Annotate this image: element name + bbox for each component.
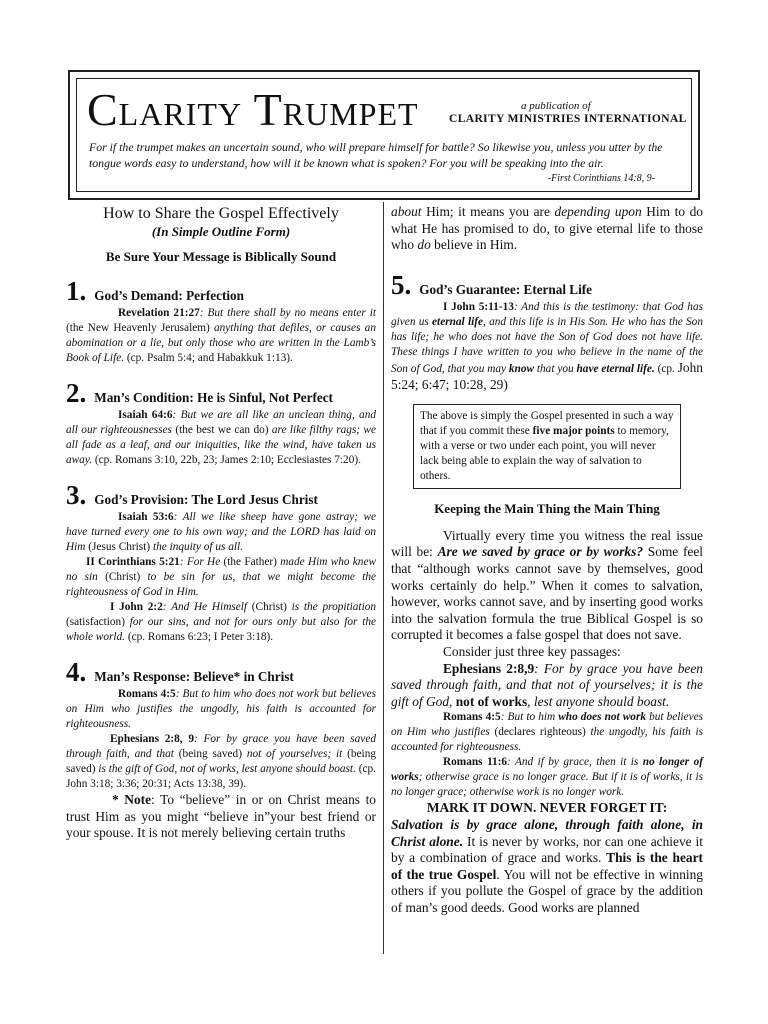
scripture-reference: Ephesians 2:8,9 [443, 660, 535, 676]
scripture-reference: Romans 4:5 [443, 711, 501, 724]
ephesians-passage [391, 661, 703, 711]
scripture-emphasis: know [508, 362, 535, 375]
note-continuation [391, 204, 703, 254]
scripture-reference: Revelation 21:27 [118, 307, 200, 319]
point-number: 3. [66, 480, 87, 510]
point-label: God’s Guarantee: Eternal Life [419, 281, 593, 297]
point-2-heading [66, 378, 376, 408]
body-text: Him to do what He has promised to do, to give eternal life to those who [391, 204, 704, 253]
publication-of-label: a publication of [521, 100, 591, 112]
point-number: 4. [66, 657, 87, 687]
body-text: It is never by works, nor can one achieve it by a combination of grace and works. [391, 833, 703, 866]
scripture-reference: I John 2:2 [110, 601, 163, 613]
scripture-emphasis: not of works [455, 693, 528, 709]
scripture-text: : For He [179, 556, 224, 568]
body-text: . You will not be effective in winning others if you pollute the Gospel of grace by the addition of man’s good deeds. Good works are planned [391, 866, 704, 915]
scripture-text: anything that defiles, or causes an abomination or a lie, but only those who are written in the Lamb’s Book of Life. [66, 322, 376, 364]
scripture-text: : And if by grace, then it is [507, 756, 643, 769]
scripture-gloss: (satisfaction) [66, 616, 130, 628]
scripture-reference: Isaiah 53:6 [118, 511, 174, 523]
right-column [391, 204, 703, 916]
point-3-text-a [66, 510, 376, 555]
mark-it-down-text: MARK IT DOWN. NEVER FORGET IT [426, 800, 663, 816]
scripture-text: , lest anyone should boast. [527, 693, 670, 709]
point-5-heading [391, 270, 703, 300]
scripture-reference: II Corinthians 5:21 [86, 556, 180, 568]
scripture-emphasis: have eternal life. [576, 362, 655, 375]
point-label: God’s Provision: The Lord Jesus Christ [94, 492, 318, 507]
scripture-text: : But to him who does not work but believes on Him who justifies the ungodly, his faith is accounted for righteousness. [66, 688, 376, 730]
scripture-emphasis: no longer of works [391, 756, 703, 784]
key-emphasis: This is the heart of the true Gospel [391, 850, 703, 882]
scripture-text: are like filthy rags; we all fade as a leaf, and our iniquities, like the wind, have taken us away. [66, 424, 376, 466]
punctuation: : [662, 800, 668, 816]
point-label: God’s Demand: Perfection [94, 288, 244, 303]
point-4-text-a [66, 687, 376, 732]
scripture-gloss: (the best we can do) [175, 424, 272, 436]
scripture-text: ; otherwise grace is no longer grace. But if it is of works, it is no longer grace; otherwise work is no longer work. [391, 771, 703, 799]
point-label: Man’s Response: Believe* in Christ [94, 669, 294, 684]
note-label: * Note [112, 792, 152, 807]
left-column [66, 204, 376, 842]
section-heading-biblically-sound: Be Sure Your Message is Biblically Sound [105, 249, 337, 264]
scripture-gloss: (being saved) [66, 748, 376, 775]
scripture-gloss: (Christ) [251, 601, 292, 613]
cross-reference: (cp. Romans 6:23; I Peter 3:18). [125, 631, 274, 643]
scripture-text: : But there shall by no means enter it [199, 307, 376, 319]
point-1-heading [66, 276, 376, 306]
cross-reference: John 5:24; 6:47; 10:28, 29) [391, 359, 704, 392]
point-label: Man’s Condition: He is Sinful, Not Perfect [94, 390, 333, 405]
scripture-reference: Romans 11:6 [443, 756, 508, 769]
grace-alone-paragraph [391, 817, 703, 917]
scripture-gloss: (the New Heavenly Jerusalem) [66, 322, 214, 334]
scripture-text: not of yourselves; it [246, 748, 348, 760]
cross-reference: (cp. Romans 3:10, 22b, 23; James 2:10; Ecclesiastes 7:20). [92, 454, 361, 466]
point-2-text [66, 408, 376, 468]
article-title: How to Share the Gospel Effectively [103, 205, 339, 222]
key-question: Are we saved by grace or by works? [437, 544, 644, 560]
callout-emphasis: five major points [532, 424, 615, 437]
point-3-heading [66, 480, 376, 510]
scripture-text: but believes on Him who justifies [391, 711, 703, 739]
scripture-gloss: (Jesus Christ) [88, 541, 153, 553]
scripture-text: : For by grace you have been saved through faith, and that [66, 733, 376, 760]
scripture-gloss: (Christ) [105, 571, 148, 583]
cross-reference: (cp. [654, 362, 678, 375]
newsletter-title: Clarity Trumpet [87, 84, 419, 135]
callout-text: to memory, with a verse or two under each point, you will never lack being able to explain the way of salvation to others. [420, 424, 669, 482]
scripture-reference: Isaiah 64:6 [118, 409, 173, 421]
point-1-text [66, 306, 376, 366]
cross-reference: (cp. John 3:18; 3:36; 20:31; Acts 13:38, 39). [66, 763, 377, 790]
scripture-gloss: (the Father) [223, 556, 281, 568]
body-text: Some feel that “although works cannot save by themselves, good works certainly do help.” When it comes to salvation, however, works cannot save, and by inserting good works into the salvation formula the true Biblical Gospel is so corrupted it becomes a false gospel that does not save. [391, 544, 704, 643]
note-text: : To “believe” in or on Christ means to trust Him as you might “believe in”your best friend or your spouse. It is not merely believing certain truths [66, 792, 376, 841]
body-text: Virtually every time you witness the real issue will be: [391, 527, 703, 560]
point-number: 1. [66, 276, 87, 306]
scripture-reference: Romans 4:5 [118, 688, 176, 700]
point-number: 2. [66, 378, 87, 408]
scripture-text: made Him who knew no sin [66, 556, 376, 583]
scripture-text: is the propitiation [291, 601, 377, 613]
masthead-quote-reference: -First Corinthians 14:8, 9- [547, 173, 655, 184]
emphasis: about [391, 204, 422, 219]
scripture-text: : But we are all like an unclean thing, and all our righteousnesses [66, 409, 377, 436]
section-heading-main-thing: Keeping the Main Thing the Main Thing [434, 500, 660, 516]
summary-callout-box [413, 404, 681, 489]
key-statement: Salvation is by grace alone, through faith alone, in Christ alone. [391, 816, 703, 849]
emphasis: do [417, 237, 431, 253]
organization-name: CLARITY MINISTRIES INTERNATIONAL [449, 113, 687, 125]
masthead [68, 70, 700, 200]
scripture-text: : But to him [500, 711, 559, 724]
point-3-text-b [66, 555, 376, 600]
scripture-text: : All we like sheep have gone astray; we have turned every one to his own way; and the LORD has laid on Him [66, 511, 376, 553]
mark-it-down [391, 800, 703, 817]
cross-reference: (cp. Psalm 5:4; and Habakkuk 1:13). [124, 352, 293, 364]
scripture-text: , and this life is in His Son. He who has the Son has life; he who does not have the Son of God does not have life. These things I have written to you who believe in the name of the Son of God, that you may [391, 315, 703, 375]
scripture-emphasis: who does not work [558, 711, 646, 724]
emphasis: depending upon [554, 204, 642, 219]
scripture-gloss: (declares righteous) [494, 726, 591, 739]
grace-works-paragraph [391, 528, 703, 644]
believe-note [66, 792, 376, 842]
scripture-text: : For by grace you have been saved through faith, and that not of yourselves; it is the gift of God, [391, 660, 704, 709]
scripture-gloss: (being saved) [178, 748, 247, 760]
body-text: Him; it means you are [421, 204, 555, 219]
point-number: 5. [391, 269, 412, 300]
romans-11-passage [391, 755, 703, 800]
scripture-text: the inquity of us all. [152, 541, 243, 553]
masthead-inner-border [76, 78, 692, 192]
callout-text: The above is simply the Gospel presented in such a way that if you commit these [420, 409, 674, 437]
scripture-emphasis: eternal life [432, 315, 484, 328]
scripture-text: is the gift of God, not of works, lest anyone should boast. [98, 763, 356, 775]
scripture-text: that you [534, 362, 577, 375]
body-text: believe in Him. [430, 237, 518, 253]
scripture-text: to be sin for us, that we might become the righteousness of God in Him. [66, 571, 376, 598]
scripture-text: the ungodly, his faith is accounted for righteousness. [391, 726, 704, 754]
romans-4-passage [391, 710, 703, 755]
column-divider [383, 202, 384, 954]
key-passages-intro: Consider just three key passages: [443, 643, 621, 659]
masthead-quote: For if the trumpet makes an uncertain sound, who will prepare himself for battle? So likewise you, unless you utter by the tongue words easy to understand, how will it be known what is spoken? For you will be speaking into the air. [89, 140, 663, 170]
scripture-text: : And this is the testimony: that God has given us [391, 300, 703, 328]
scripture-text: for our sins, and not for ours only but also for the whole world. [66, 616, 377, 643]
article-subtitle: (In Simple Outline Form) [151, 224, 291, 239]
point-4-text-b [66, 732, 376, 792]
point-4-heading [66, 657, 376, 687]
point-5-text [391, 300, 703, 394]
point-3-text-c [66, 600, 376, 645]
scripture-text: : And He Himself [162, 601, 252, 613]
scripture-reference: I John 5:11-13 [443, 300, 514, 313]
scripture-reference: Ephesians 2:8, 9 [110, 733, 194, 745]
